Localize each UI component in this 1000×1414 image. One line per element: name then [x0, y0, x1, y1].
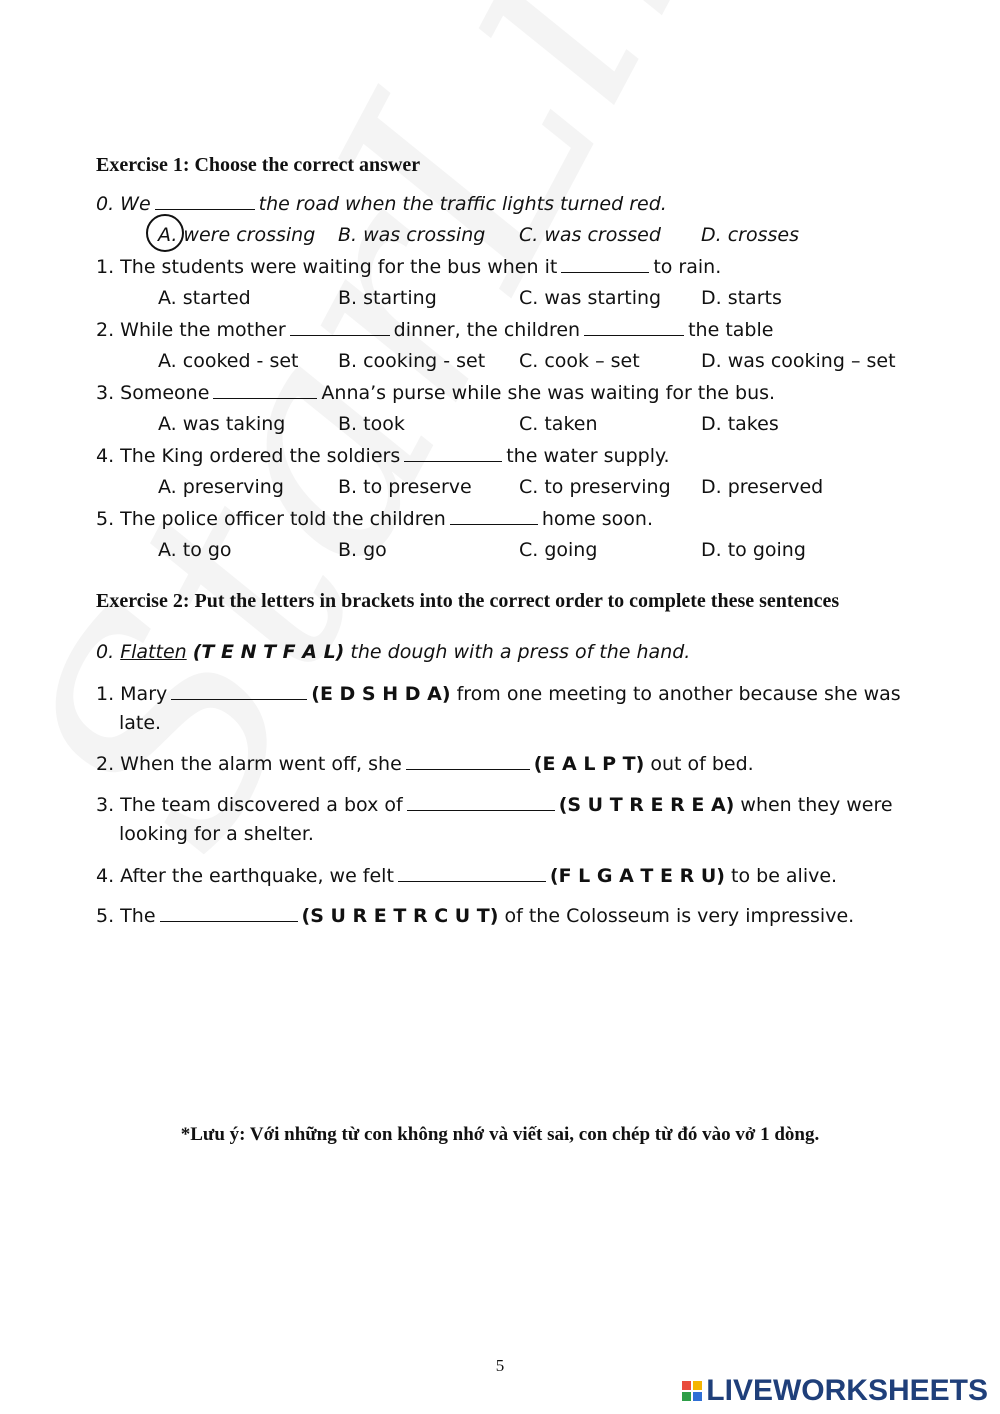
- option-d[interactable]: D. crosses: [701, 224, 799, 246]
- options-2: [0, 350, 1000, 378]
- question-2-1-continued: late.: [119, 712, 162, 734]
- option-c[interactable]: C. going: [519, 539, 598, 561]
- option-d[interactable]: D. was cooking – set: [701, 350, 896, 372]
- answer-blank[interactable]: [290, 318, 390, 336]
- question-4: 4. The King ordered the soldiers the water supply.: [96, 445, 670, 467]
- option-c[interactable]: C. was crossed: [519, 224, 661, 246]
- option-c[interactable]: C. was starting: [519, 287, 662, 309]
- question-5: 5. The police officer told the children home soon.: [96, 508, 653, 530]
- question-2-4: 4. After the earthquake, we felt (F L G A T E R U) to be alive.: [96, 865, 838, 887]
- option-d[interactable]: D. to going: [701, 539, 806, 561]
- question-1: 1. The students were waiting for the bus when it to rain.: [96, 256, 722, 278]
- example-answer: Flatten: [120, 641, 187, 663]
- option-c[interactable]: C. taken: [519, 413, 598, 435]
- exercise1-heading: Exercise 1: Choose the correct answer: [96, 154, 421, 176]
- question-0: 0. We the road when the traffic lights turned red.: [96, 193, 667, 215]
- answer-blank[interactable]: [404, 444, 502, 462]
- selected-answer-circle: [146, 214, 184, 252]
- question-2-5: 5. The (S U R E T R C U T) of the Colosseum is very impressive.: [96, 905, 855, 927]
- answer-blank[interactable]: [213, 381, 317, 399]
- options-5: [0, 539, 1000, 567]
- options-4: [0, 476, 1000, 504]
- answer-blank[interactable]: [398, 864, 546, 882]
- option-a[interactable]: A. started: [158, 287, 251, 309]
- option-b[interactable]: B. starting: [338, 287, 437, 309]
- option-a[interactable]: A. to go: [158, 539, 232, 561]
- options-3: [0, 413, 1000, 441]
- option-a[interactable]: A. was taking: [158, 413, 286, 435]
- logo-grid-icon: [682, 1381, 702, 1401]
- option-d[interactable]: D. starts: [701, 287, 782, 309]
- question-2-3: 3. The team discovered a box of (S U T R E R E A) when they were: [96, 794, 893, 816]
- answer-blank[interactable]: [155, 192, 255, 210]
- answer-blank[interactable]: [406, 752, 530, 770]
- option-a[interactable]: A. were crossing: [158, 224, 316, 246]
- question-3: 3. Someone Anna’s purse while she was waiting for the bus.: [96, 382, 776, 404]
- page-number: 5: [495, 1356, 505, 1375]
- option-a[interactable]: A. preserving: [158, 476, 284, 498]
- option-b[interactable]: B. go: [338, 539, 387, 561]
- options-1: [0, 287, 1000, 315]
- option-b[interactable]: B. took: [338, 413, 405, 435]
- question-2-3-continued: looking for a shelter.: [119, 823, 314, 845]
- option-d[interactable]: D. takes: [701, 413, 779, 435]
- note: *Lưu ý: Với những từ con không nhớ và viết sai, con chép từ đó vào vở 1 dòng.: [180, 1124, 820, 1145]
- answer-blank[interactable]: [407, 793, 555, 811]
- option-b[interactable]: B. to preserve: [338, 476, 472, 498]
- option-c[interactable]: C. to preserving: [519, 476, 671, 498]
- question-2-2: 2. When the alarm went off, she (E A L P T) out of bed.: [96, 753, 754, 775]
- question-2: 2. While the mother dinner, the children the table: [96, 319, 774, 341]
- question-2-1: 1. Mary (E D S H D A) from one meeting to another because she was: [96, 683, 901, 705]
- answer-blank[interactable]: [450, 507, 538, 525]
- answer-blank[interactable]: [584, 318, 684, 336]
- answer-blank[interactable]: [561, 255, 649, 273]
- option-a[interactable]: A. cooked - set: [158, 350, 299, 372]
- option-b[interactable]: B. cooking - set: [338, 350, 486, 372]
- option-b[interactable]: B. was crossing: [338, 224, 486, 246]
- option-d[interactable]: D. preserved: [701, 476, 824, 498]
- example-question: 0. Flatten (T E N T F A L) the dough with a press of the hand.: [96, 641, 691, 663]
- answer-blank[interactable]: [160, 904, 298, 922]
- exercise2-heading: Exercise 2: Put the letters in brackets into the correct order to complete these sentences: [96, 590, 840, 612]
- option-c[interactable]: C. cook – set: [519, 350, 640, 372]
- answer-blank[interactable]: [171, 682, 307, 700]
- liveworksheets-logo: [682, 1374, 988, 1408]
- logo-text: LIVEWORKSHEETS: [706, 1374, 988, 1407]
